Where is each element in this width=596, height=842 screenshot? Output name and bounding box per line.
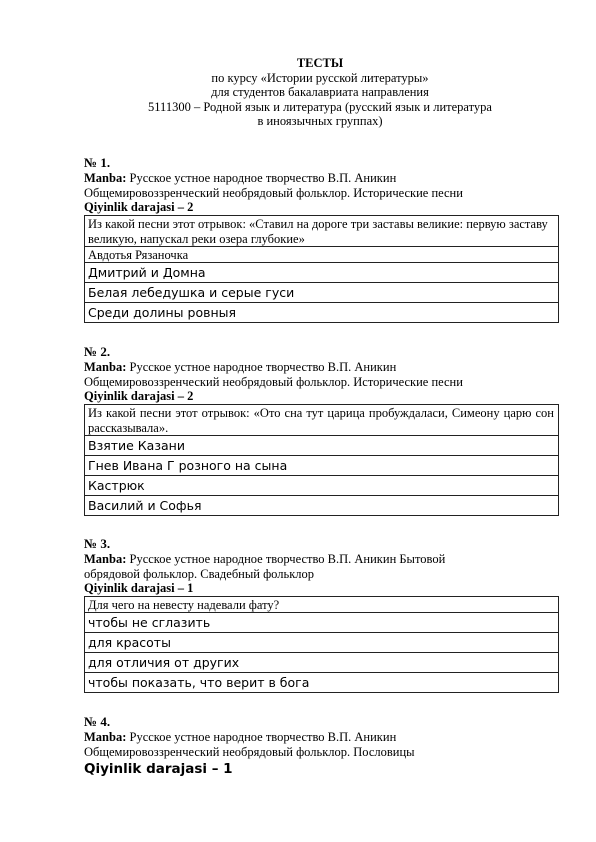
header-groups-line: в иноязычных группах) bbox=[257, 114, 383, 129]
difficulty-level: Qiyinlik darajasi – 1 bbox=[84, 761, 233, 778]
question-text: Из какой песни этот отрывок: «Ото сна тут царица пробуждаласи, Симеону царю сон рассказывала». bbox=[85, 404, 559, 435]
answer-option: чтобы показать, что верит в бога bbox=[85, 672, 559, 692]
source-label: Manba: bbox=[84, 730, 127, 744]
question-text: Для чего на невесту надевали фату? bbox=[85, 596, 559, 612]
source-line-2: Общемировоззренческий необрядовый фольклор. Исторические песни bbox=[84, 185, 463, 200]
answer-option: Гнев Ивана Г розного на сына bbox=[85, 456, 559, 476]
question-number: № 4. bbox=[84, 714, 111, 729]
question-source bbox=[84, 360, 559, 389]
question-source bbox=[84, 552, 559, 581]
source-line-1: Русское устное народное творчество В.П. Аникин bbox=[129, 360, 397, 374]
question-source bbox=[84, 730, 559, 759]
question-block-3 bbox=[84, 536, 559, 693]
question-block-4 bbox=[84, 714, 559, 778]
question-table bbox=[84, 596, 559, 693]
question-text: Из какой песни этот отрывок: «Ставил на дороге три заставы великие: первую заставу великую, напускал реки озера глубокие» bbox=[85, 215, 559, 246]
answer-option: Кастрюк bbox=[85, 476, 559, 496]
question-block-2 bbox=[84, 344, 559, 516]
question-number: № 2. bbox=[84, 344, 111, 359]
source-label: Manba: bbox=[84, 171, 127, 185]
source-line-1: Русское устное народное творчество В.П. Аникин bbox=[129, 171, 397, 185]
answer-option: Дмитрий и Домна bbox=[85, 263, 559, 283]
question-number: № 3. bbox=[84, 536, 111, 551]
source-line-1: Русское устное народное творчество В.П. Аникин Бытовой bbox=[129, 552, 446, 566]
answer-option: для красоты bbox=[85, 632, 559, 652]
difficulty-level: Qiyinlik darajasi – 2 bbox=[84, 389, 194, 404]
source-line-1: Русское устное народное творчество В.П. Аникин bbox=[129, 730, 397, 744]
source-label: Manba: bbox=[84, 360, 127, 374]
document-title: ТЕСТЫ bbox=[296, 56, 344, 70]
source-label: Manba: bbox=[84, 552, 127, 566]
difficulty-level: Qiyinlik darajasi – 2 bbox=[84, 200, 194, 215]
source-line-2: Общемировоззренческий необрядовый фольклор. Исторические песни bbox=[84, 374, 463, 389]
question-number: № 1. bbox=[84, 155, 111, 170]
difficulty-level: Qiyinlik darajasi – 1 bbox=[84, 581, 194, 596]
header-course-line: по курсу «Истории русской литературы» bbox=[211, 70, 429, 85]
question-block-1 bbox=[84, 155, 559, 323]
answer-option: Белая лебедушка и серые гуси bbox=[85, 283, 559, 303]
document-header bbox=[70, 56, 570, 129]
source-line-2: обрядовой фольклор. Свадебный фольклор bbox=[84, 566, 315, 581]
answer-option: Среди долины ровныя bbox=[85, 303, 559, 323]
question-source bbox=[84, 171, 559, 200]
question-table bbox=[84, 404, 559, 516]
answer-option: Авдотья Рязаночка bbox=[85, 247, 559, 263]
answer-option: чтобы не сглазить bbox=[85, 612, 559, 632]
answer-option: Василий и Софья bbox=[85, 496, 559, 516]
source-line-2: Общемировоззренческий необрядовый фольклор. Пословицы bbox=[84, 744, 415, 759]
header-program-line: 5111300 – Родной язык и литература (русский язык и литература bbox=[148, 99, 492, 114]
answer-option: для отличия от других bbox=[85, 652, 559, 672]
question-table bbox=[84, 215, 559, 323]
header-students-line: для студентов бакалавриата направления bbox=[211, 85, 429, 100]
answer-option: Взятие Казани bbox=[85, 436, 559, 456]
